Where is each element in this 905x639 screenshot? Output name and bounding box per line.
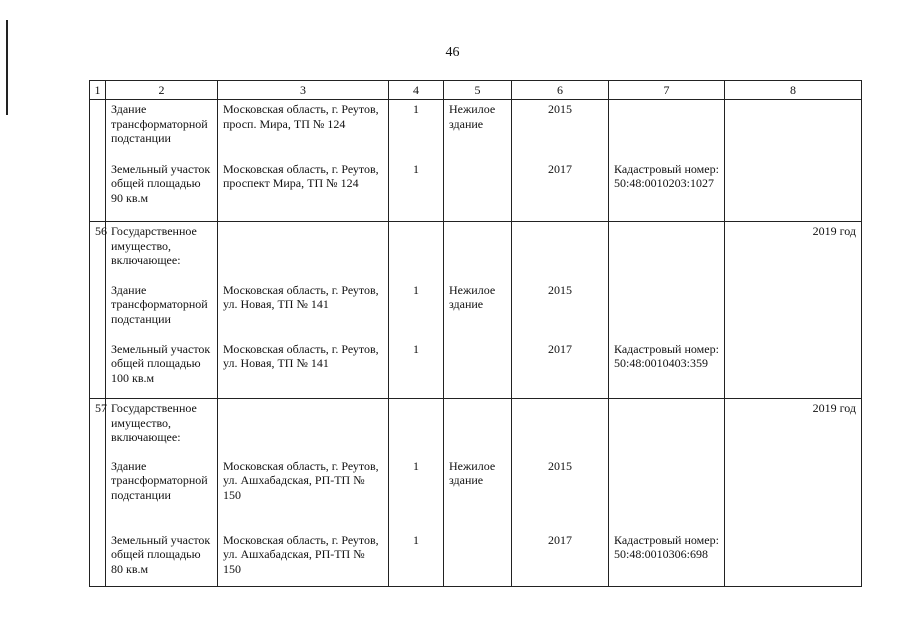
quantity-cell: 1 bbox=[389, 160, 444, 222]
deadline-cell bbox=[725, 531, 862, 587]
row-number-cell bbox=[90, 160, 106, 222]
cadastral-cell bbox=[609, 399, 725, 457]
name-cell: Здание трансформаторной подстанции bbox=[106, 281, 218, 340]
year-cell bbox=[512, 222, 609, 281]
type-cell bbox=[444, 399, 512, 457]
margin-line bbox=[6, 20, 8, 115]
row-number-cell bbox=[90, 281, 106, 340]
address-cell bbox=[218, 222, 389, 281]
type-cell: Нежилое здание bbox=[444, 100, 512, 160]
table-row bbox=[90, 340, 862, 399]
table-row bbox=[90, 531, 862, 587]
type-cell bbox=[444, 340, 512, 399]
quantity-cell: 1 bbox=[389, 100, 444, 160]
address-cell: Московская область, г. Реутов, ул. Ашхабадская, РП-ТП № 150 bbox=[218, 457, 389, 531]
name-cell: Здание трансформаторной подстанции bbox=[106, 100, 218, 160]
year-cell: 2015 bbox=[512, 100, 609, 160]
deadline-cell bbox=[725, 100, 862, 160]
table-row bbox=[90, 399, 862, 457]
deadline-cell bbox=[725, 457, 862, 531]
quantity-cell: 1 bbox=[389, 281, 444, 340]
year-cell bbox=[512, 399, 609, 457]
address-cell: Московская область, г. Реутов, просп. Мира, ТП № 124 bbox=[218, 100, 389, 160]
quantity-cell: 1 bbox=[389, 457, 444, 531]
cadastral-cell: Кадастровый номер: 50:48:0010403:359 bbox=[609, 340, 725, 399]
table-body bbox=[90, 100, 862, 587]
type-cell bbox=[444, 531, 512, 587]
cadastral-cell: Кадастровый номер: 50:48:0010306:698 bbox=[609, 531, 725, 587]
year-cell: 2017 bbox=[512, 531, 609, 587]
type-cell bbox=[444, 222, 512, 281]
name-cell: Государственное имущество, включающее: bbox=[106, 222, 218, 281]
name-cell: Здание трансформаторной подстанции bbox=[106, 457, 218, 531]
table-row bbox=[90, 281, 862, 340]
column-header: 3 bbox=[218, 81, 389, 100]
name-cell: Земельный участок общей площадью 100 кв.м bbox=[106, 340, 218, 399]
name-cell: Государственное имущество, включающее: bbox=[106, 399, 218, 457]
table-row bbox=[90, 100, 862, 160]
row-number-cell bbox=[90, 457, 106, 531]
deadline-cell bbox=[725, 340, 862, 399]
deadline-cell: 2019 год bbox=[725, 222, 862, 281]
header-row bbox=[90, 81, 862, 100]
property-table bbox=[89, 80, 862, 587]
name-cell: Земельный участок общей площадью 90 кв.м bbox=[106, 160, 218, 222]
quantity-cell bbox=[389, 399, 444, 457]
cadastral-cell bbox=[609, 100, 725, 160]
quantity-cell: 1 bbox=[389, 531, 444, 587]
column-header: 8 bbox=[725, 81, 862, 100]
table-row bbox=[90, 457, 862, 531]
year-cell: 2015 bbox=[512, 457, 609, 531]
column-header: 7 bbox=[609, 81, 725, 100]
quantity-cell: 1 bbox=[389, 340, 444, 399]
type-cell: Нежилое здание bbox=[444, 281, 512, 340]
column-header: 2 bbox=[106, 81, 218, 100]
address-cell bbox=[218, 399, 389, 457]
column-header: 6 bbox=[512, 81, 609, 100]
row-number-cell bbox=[90, 531, 106, 587]
row-number-cell bbox=[90, 100, 106, 160]
address-cell: Московская область, г. Реутов, проспект Мира, ТП № 124 bbox=[218, 160, 389, 222]
column-header: 5 bbox=[444, 81, 512, 100]
type-cell: Нежилое здание bbox=[444, 457, 512, 531]
cadastral-cell: Кадастровый номер: 50:48:0010203:1027 bbox=[609, 160, 725, 222]
row-number-cell bbox=[90, 340, 106, 399]
name-cell: Земельный участок общей площадью 80 кв.м bbox=[106, 531, 218, 587]
column-header: 4 bbox=[389, 81, 444, 100]
deadline-cell bbox=[725, 160, 862, 222]
cadastral-cell bbox=[609, 281, 725, 340]
address-cell: Московская область, г. Реутов, ул. Ашхабадская, РП-ТП № 150 bbox=[218, 531, 389, 587]
deadline-cell: 2019 год bbox=[725, 399, 862, 457]
table-row bbox=[90, 222, 862, 281]
column-header: 1 bbox=[90, 81, 106, 100]
address-cell: Московская область, г. Реутов, ул. Новая, ТП № 141 bbox=[218, 340, 389, 399]
page-number: 46 bbox=[445, 45, 460, 60]
year-cell: 2017 bbox=[512, 340, 609, 399]
deadline-cell bbox=[725, 281, 862, 340]
year-cell: 2017 bbox=[512, 160, 609, 222]
cadastral-cell bbox=[609, 222, 725, 281]
row-number-cell: 56 bbox=[90, 222, 106, 281]
address-cell: Московская область, г. Реутов, ул. Новая, ТП № 141 bbox=[218, 281, 389, 340]
cadastral-cell bbox=[609, 457, 725, 531]
quantity-cell bbox=[389, 222, 444, 281]
row-number-cell: 57 bbox=[90, 399, 106, 457]
year-cell: 2015 bbox=[512, 281, 609, 340]
table-row bbox=[90, 160, 862, 222]
type-cell bbox=[444, 160, 512, 222]
